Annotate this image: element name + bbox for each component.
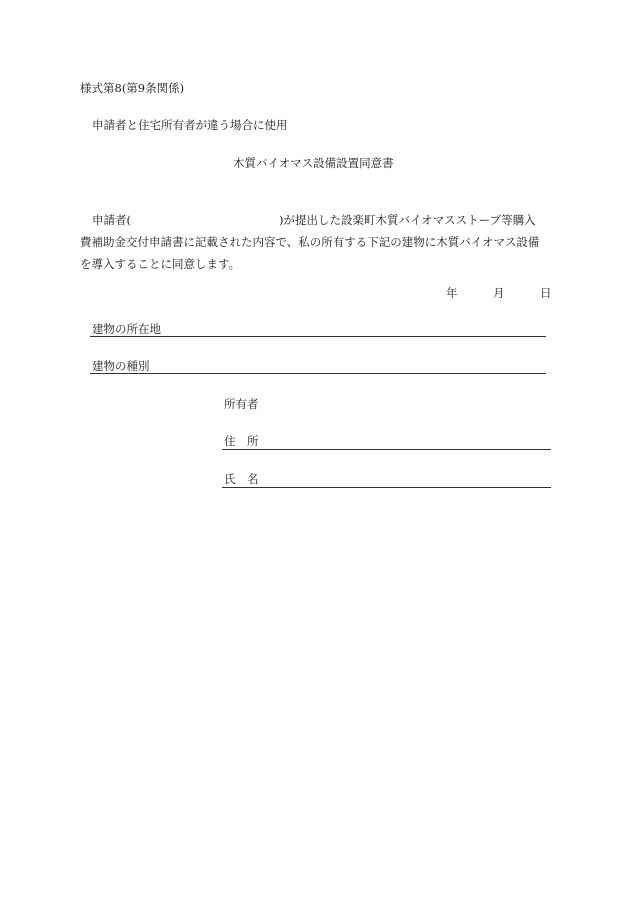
- owner-name-field[interactable]: [222, 487, 551, 488]
- consent-line-2: 費補助金交付申請書に記載された内容で、私の所有する下記の建物に木質バイオマス設備: [80, 235, 540, 249]
- building-location-field[interactable]: [90, 336, 546, 337]
- consent-line-3: を導入することに同意します。: [80, 257, 241, 271]
- owner-heading: 所有者: [224, 397, 259, 411]
- document-title: 木質バイオマス設備設置同意書: [233, 156, 394, 170]
- date-day-label: 日: [540, 286, 552, 300]
- date-year-label: 年: [446, 286, 458, 300]
- consent-paragraph: [80, 209, 550, 275]
- owner-address-field[interactable]: [222, 449, 551, 450]
- form-number: 様式第8(第9条関係): [80, 81, 185, 95]
- building-type-field[interactable]: [90, 373, 546, 374]
- date-month-label: 月: [493, 286, 505, 300]
- owner-address-label: 住 所: [224, 434, 259, 448]
- building-type-label: 建物の種別: [92, 359, 150, 373]
- usage-note: 申請者と住宅所有者が違う場合に使用: [92, 118, 288, 132]
- applicant-open: 申請者(: [92, 213, 131, 227]
- building-location-label: 建物の所在地: [92, 322, 161, 336]
- owner-name-label: 氏 名: [224, 472, 259, 486]
- applicant-close: )が提出した設楽町木質バイオマスストーブ等購入: [279, 213, 536, 227]
